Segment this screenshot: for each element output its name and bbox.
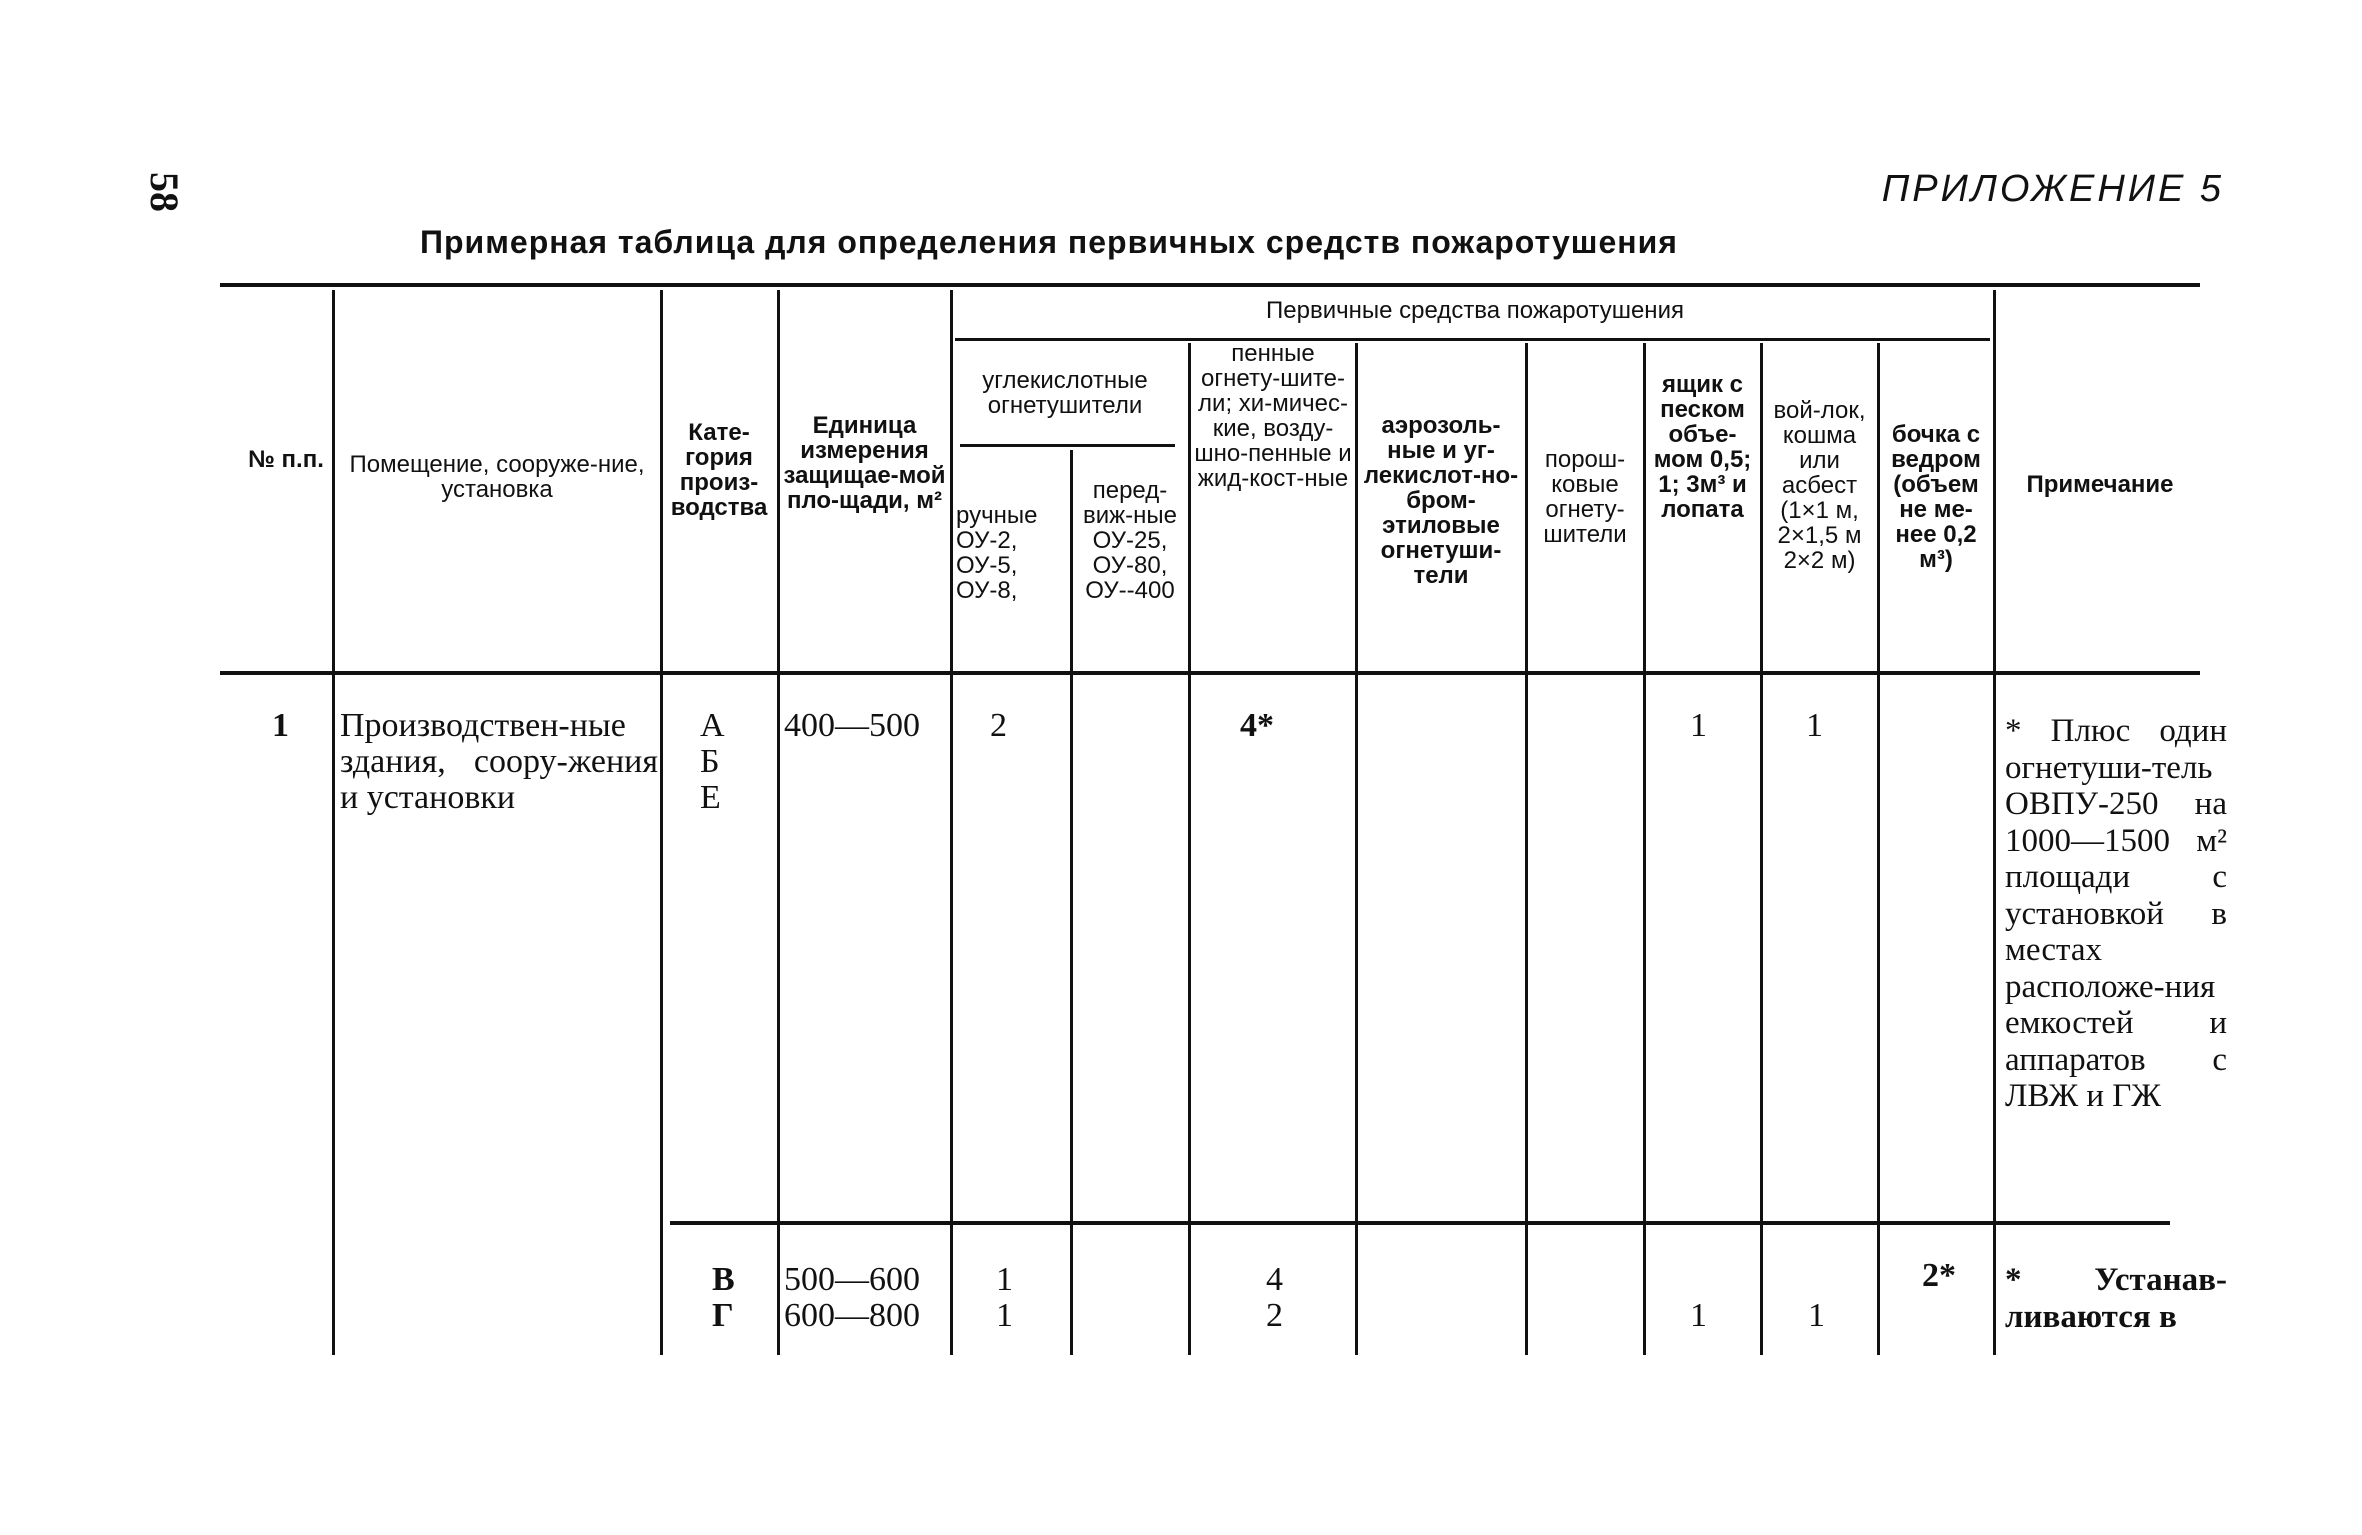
header-sand-box: ящик с песком объе-мом 0,5; 1; 3м³ и лопата — [1653, 371, 1752, 523]
header-co2-group: углекислотные огнетушители — [982, 367, 1148, 419]
row2-co2-manual-2: 1 — [996, 1297, 1013, 1334]
header-primary-group: Первичные средства пожаротушения — [1266, 297, 1684, 324]
table-top-rule — [220, 283, 2200, 287]
row2-category-v: В — [712, 1261, 735, 1298]
row1-felt: 1 — [1806, 707, 1823, 744]
row2-note: * Устанав-ливаются в — [2005, 1262, 2227, 1335]
col-divider — [777, 290, 780, 1355]
header-category: Кате-гория произ-водства — [670, 419, 768, 521]
row2-unit-2: 600—800 — [784, 1297, 920, 1334]
row1-premises: Производствен-ные здания, соору-жения и установки — [340, 707, 658, 816]
row2-barrel: 2* — [1922, 1257, 1956, 1294]
row1-num: 1 — [272, 707, 289, 744]
col-divider — [1993, 290, 1996, 1355]
col-divider — [1760, 343, 1763, 1355]
row1-category-a: А — [700, 707, 725, 744]
row1-foam: 4* — [1240, 707, 1274, 744]
col-divider — [1070, 450, 1073, 1355]
row2-felt: 1 — [1808, 1297, 1825, 1334]
row2-sand-box: 1 — [1690, 1297, 1707, 1334]
row1-co2-manual: 2 — [990, 707, 1007, 744]
row1-note: * Плюс один огнетуши-тель ОВПУ-250 на 1000—1500 м² площади с установкой в местах расположе-ния емкостей и аппаратов с ЛВЖ и ГЖ — [2005, 713, 2227, 1114]
co2-group-rule — [960, 444, 1175, 447]
header-num: № п.п. — [248, 446, 324, 473]
primary-group-rule — [955, 338, 1990, 341]
row2-foam-1: 4 — [1266, 1261, 1283, 1298]
col-divider — [1643, 343, 1646, 1355]
row2-category-g: Г — [712, 1297, 734, 1334]
col-divider — [1525, 343, 1528, 1355]
row-separator-rule — [670, 1221, 2170, 1225]
row1-unit: 400—500 — [784, 707, 920, 744]
col-divider — [950, 290, 953, 1355]
row1-category-e: Е — [700, 779, 721, 816]
header-powder: порош-ковые огнету-шители — [1543, 446, 1627, 548]
header-co2-manual: ручные ОУ-2, ОУ-5, ОУ-8, — [956, 502, 1038, 604]
table-title: Примерная таблица для определения первичных средств пожаротушения — [420, 224, 1678, 260]
row2-foam-2: 2 — [1266, 1297, 1283, 1334]
header-barrel: бочка с ведром (объем не ме-нее 0,2 м³) — [1891, 421, 1981, 573]
header-foam: пенные огнету-шите-ли; хи-мичес-кие, возду-шно-пенные и жид-кост-ные — [1194, 340, 1352, 492]
header-unit: Единица измерения защищае-мой пло-щади, м² — [783, 412, 946, 514]
page-number: 58 — [142, 172, 187, 212]
header-bottom-rule — [220, 671, 2200, 675]
col-divider — [1355, 343, 1358, 1355]
header-premises: Помещение, сооруже-ние, установка — [349, 451, 645, 503]
col-divider — [332, 290, 335, 1355]
row2-co2-manual-1: 1 — [996, 1261, 1013, 1298]
row1-category-b: Б — [700, 743, 720, 780]
row2-unit-1: 500—600 — [784, 1261, 920, 1298]
header-aerosol: аэрозоль-ные и уг-лекислот-но-бром-этиловые огнетуши-тели — [1363, 412, 1519, 589]
appendix-label: ПРИЛОЖЕНИЕ 5 — [1881, 168, 2224, 210]
header-note: Примечание — [2026, 471, 2174, 498]
header-felt: вой-лок, кошма или асбест (1×1 м, 2×1,5 м 2×2 м) — [1773, 397, 1866, 574]
col-divider — [1188, 343, 1191, 1355]
row1-sand-box: 1 — [1690, 707, 1707, 744]
col-divider — [660, 290, 663, 1355]
header-co2-mobile: перед-виж-ные ОУ-25, ОУ-80, ОУ--400 — [1082, 477, 1178, 604]
col-divider — [1877, 343, 1880, 1355]
